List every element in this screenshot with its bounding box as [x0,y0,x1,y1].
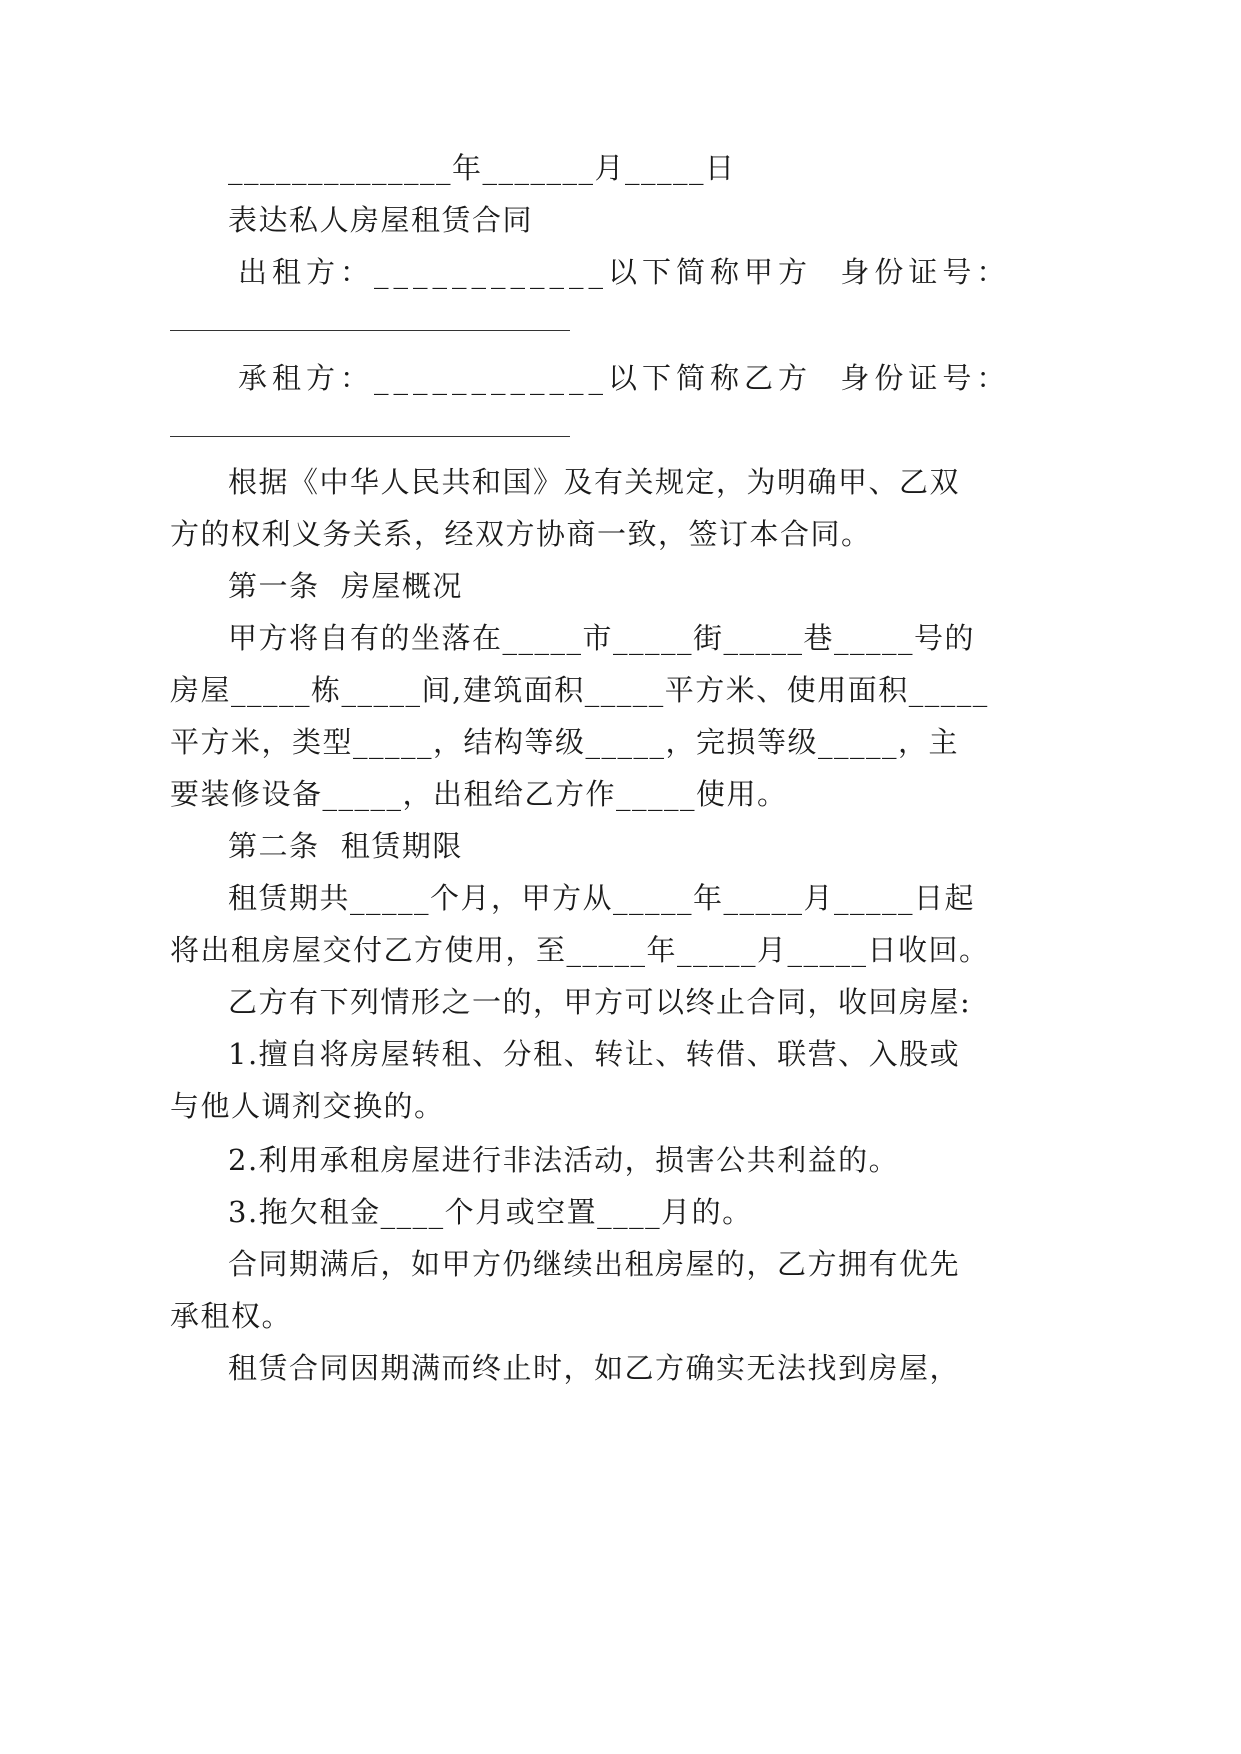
contract-title: 表达私人房屋租赁合同 [228,203,534,237]
preamble-line-1: 根据《中华人民共和国》及有关规定，为明确甲、乙双 [228,465,961,499]
renewal-line-1: 合同期满后，如甲方仍继续出租房屋的，乙方拥有优先 [228,1247,961,1281]
lessor-line: 出租方：____________以下简称甲方 身份证号： [238,255,1011,289]
date-line: ______________年_______月_____日 [228,151,736,185]
article1-line-2: 房屋_____栋_____间,建筑面积_____平方米、使用面积_____ [170,673,989,707]
article1-line-3: 平方米，类型_____，结构等级_____，完损等级_____，主 [170,725,960,759]
article1-line-1: 甲方将自有的坐落在_____市_____街_____巷_____号的 [228,621,976,655]
article1-line-4: 要装修设备_____，出租给乙方作_____使用。 [170,777,788,811]
termination-item-2: 2.利用承租房屋进行非法活动，损害公共利益的。 [228,1143,900,1177]
termination-item-1-line-1: 1.擅自将房屋转租、分租、转让、转借、联营、入股或 [228,1037,961,1071]
renewal-line-2: 承租权。 [170,1299,293,1333]
article2-title: 第二条 租赁期限 [228,829,463,863]
lessee-id-blank [170,436,570,437]
article2-line-2: 将出租房屋交付乙方使用，至_____年_____月_____日收回。 [170,933,990,967]
expiry-line-1: 租赁合同因期满而终止时，如乙方确实无法找到房屋， [228,1351,961,1385]
termination-item-3: 3.拖欠租金____个月或空置____月的。 [228,1195,753,1229]
article2-line-1: 租赁期共_____个月，甲方从_____年_____月_____日起 [228,881,976,915]
termination-intro: 乙方有下列情形之一的，甲方可以终止合同，收回房屋: [228,985,972,1019]
lessee-line: 承租方：____________以下简称乙方 身份证号： [238,361,1011,395]
lessor-id-blank [170,330,570,331]
article1-title: 第一条 房屋概况 [228,569,463,603]
preamble-line-2: 方的权利义务关系，经双方协商一致，签订本合同。 [170,517,872,551]
termination-item-1-line-2: 与他人调剂交换的。 [170,1089,445,1123]
